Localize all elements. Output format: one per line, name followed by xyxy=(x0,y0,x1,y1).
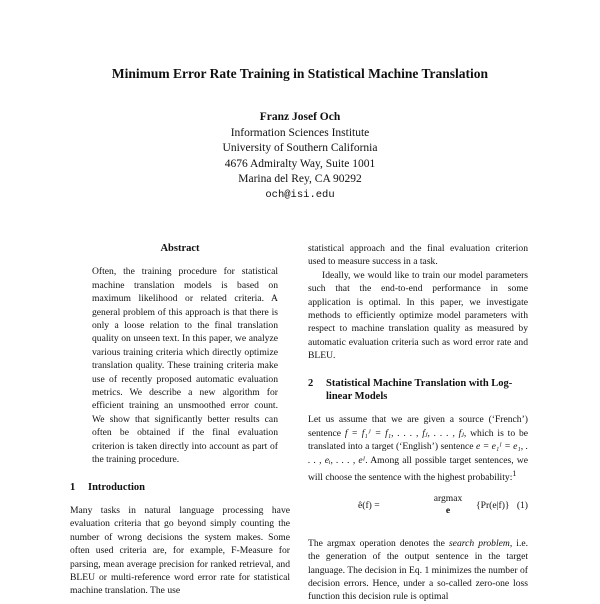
equation-number: (1) xyxy=(516,499,528,511)
section-title: Statistical Machine Translation with Log-linear Models xyxy=(326,377,513,403)
affiliation-line: 4676 Admiralty Way, Suite 1001 xyxy=(224,157,376,170)
author-block xyxy=(0,110,600,203)
abstract-paragraph: Often, the training procedure for statistical machine translation models is based on maximum likelihood or related criteria. A general problem of this approach is that there is only a loose relation to the final translation quality on unseen text. In this paper, we analyze various training criteria which directly optimize translation quality. These training criteria make use of recently proposed automatic evaluation metrics. We describe a new algorithm for efficient training an unsmoothed error count. We show that significantly better results can often be obtained if the final evaluation criterion is taken directly into account as part of the training procedure. xyxy=(92,266,278,466)
author-email[interactable]: och@isi.edu xyxy=(265,188,335,201)
abstract-heading: Abstract xyxy=(160,243,200,254)
author-name: Franz Josef Och xyxy=(259,111,341,123)
after-equation-paragraph xyxy=(308,537,528,604)
search-problem-term: search problem xyxy=(448,537,510,549)
text-fragment: . Among all possible target sentences, we will choose the sentence with the highest probability: xyxy=(308,454,528,484)
introduction-paragraph: Many tasks in natural language processing have evaluation criteria that go beyond simply counting the number of wrong decisions the system makes. Some often used criteria are, for example, F-Measure for parsing, mean average precision for ranked retrieval, and BLEU or multi-reference word error rate for statistical machine translation. The use xyxy=(70,504,290,597)
affiliation-line: Marina del Rey, CA 90292 xyxy=(238,173,362,185)
text-fragment: , which is to be translated into a target (‘English’) sentence xyxy=(308,427,529,453)
affiliation-line: University of Southern California xyxy=(222,142,378,154)
argmax-subscript: e xyxy=(445,504,451,516)
equation-rhs: {Pr(e|f)} xyxy=(476,499,510,511)
continued-paragraph: statistical approach and the final evaluation criterion used to measure success in a task. xyxy=(308,243,528,268)
section-title: Introduction xyxy=(88,481,145,493)
paper-title: Minimum Error Rate Training in Statistical Machine Translation xyxy=(111,66,489,81)
argmax-label: argmax xyxy=(433,492,463,504)
section-number: 2 xyxy=(308,377,314,389)
text-fragment: Let us assume that we are given a source (‘French’) sentence xyxy=(308,414,528,439)
math-f: f = f₁ᴶ = f₁, . . . , fⱼ, . . . , fⱼ xyxy=(344,427,464,439)
section-heading-smt xyxy=(308,377,528,404)
footnote-mark: 1 xyxy=(512,469,517,479)
equation-argmax xyxy=(418,493,478,517)
text-fragment: , i.e. the generation of the output sentence in the target language. The decision in Eq. 1 minimizes the number of decision errors. Hence, under a so-called zero-one loss function this decision rule is optimal xyxy=(308,537,528,603)
right-column xyxy=(308,242,528,604)
abstract-body xyxy=(70,265,290,466)
math-e: e = e₁ᴵ = e₁, . . . , eᵢ, . . . , eᴵ xyxy=(308,441,528,466)
ideal-paragraph: Ideally, we would like to train our model parameters such that the end-to-end performance in some application is optimal. In this paper, we investigate methods to efficiently optimize model parameters with respect to machine translation quality as measured by automatic evaluation criteria such as word error rate and BLEU. xyxy=(308,269,528,362)
equation-lhs: ê(f) = xyxy=(358,499,380,511)
left-column xyxy=(70,242,290,598)
affiliation-line: Information Sciences Institute xyxy=(230,126,370,139)
section2-paragraph xyxy=(308,413,528,484)
text-fragment: The argmax operation denotes the xyxy=(308,537,449,549)
section-number: 1 xyxy=(70,481,76,493)
equation-1 xyxy=(308,491,528,527)
section-heading-introduction xyxy=(70,481,290,494)
